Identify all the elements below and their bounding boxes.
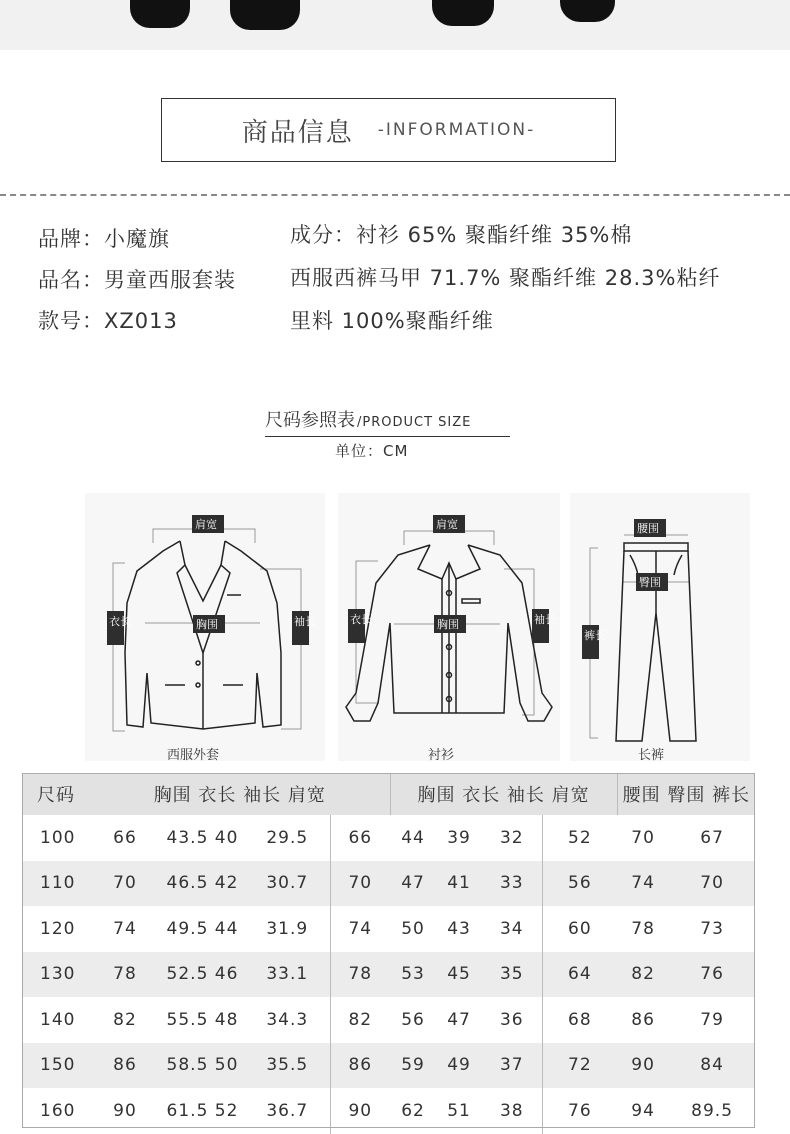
cell-p-hip: 86 [631,1009,655,1030]
cell-j-chest: 82 [113,1009,137,1030]
cell-j-len-sleeve: 61.5 52 [166,1100,239,1121]
cell-p-hip: 90 [617,1043,669,1089]
table-row [22,1043,755,1089]
cell-size: 150 [22,1043,90,1089]
cell-s-sleeve: 51 [447,1100,471,1121]
header-jacket: 胸围 衣长 袖长 肩宽 [90,773,390,815]
cell-j-shoulder: 33.1 [245,952,330,998]
header-shirt: 胸围 衣长 袖长 肩宽 [390,773,617,815]
cell-p-len: 73 [700,918,724,939]
table-row [22,861,755,907]
jacket-chest-tag: 胸围 [196,618,218,631]
cell-size: 130 [22,952,90,998]
cell-size: 140 [40,1009,76,1030]
cell-s-chest: 66 [330,815,390,861]
cell-s-sleeve: 43 [447,918,471,939]
cell-s-len: 47 [390,861,436,907]
size-chart-title [265,406,510,437]
composition-suit: 西服西裤马甲 71.7% 聚酯纤维 28.3%粘纤 [290,266,721,290]
cell-j-len-sleeve: 58.5 50 [160,1043,245,1089]
cell-s-chest: 82 [330,997,390,1043]
shirt-caption: 衬衫 [428,748,455,763]
cell-j-shoulder: 30.7 [245,861,330,907]
name-label: 品名： [38,268,104,292]
cell-s-len: 53 [390,952,436,998]
cell-p-hip: 70 [631,827,655,848]
shirt-length-tag: 衣长 [350,613,372,626]
cell-size: 120 [40,918,76,939]
pants-waist-tag: 腰围 [637,522,659,535]
cell-j-shoulder: 36.7 [266,1100,309,1121]
table-row [22,815,755,861]
cell-p-len: 67 [700,827,724,848]
cell-s-len: 50 [401,918,425,939]
pants-caption: 长裤 [638,748,665,763]
header-pants: 腰围 臀围 裤长 [617,773,755,815]
composition-row-3 [290,305,494,335]
table-row [22,1088,755,1134]
cell-s-sleeve: 49 [436,1043,482,1089]
table-row [22,997,755,1043]
shirt-diagram [338,493,560,761]
cell-s-len: 44 [401,827,425,848]
shoe-image [230,0,300,30]
cell-p-len: 84 [669,1043,755,1089]
information-title-cn: 商品信息 [241,117,354,148]
cell-j-len-sleeve: 46.5 42 [160,861,245,907]
brand-label: 品牌： [38,227,104,251]
cell-s-shoulder: 32 [499,827,524,848]
cell-p-waist: 52 [542,815,617,861]
cell-p-waist: 76 [542,1088,617,1134]
composition-row-2 [290,262,720,292]
cell-j-len-sleeve: 55.5 48 [166,1009,239,1030]
shoe-image [560,0,615,22]
composition-shirt: 衬衫 65% 聚酯纤维 35%棉 [356,223,633,247]
composition-label: 成分： [290,223,356,247]
cell-j-shoulder: 34.3 [266,1009,309,1030]
cell-j-chest: 70 [90,861,160,907]
cell-p-waist: 64 [542,952,617,998]
cell-j-shoulder: 35.5 [245,1043,330,1089]
cell-j-len-sleeve: 52.5 46 [160,952,245,998]
size-chart-title-cn: 尺码参照表 [265,410,355,431]
cell-s-sleeve: 47 [447,1009,471,1030]
cell-s-len: 59 [390,1043,436,1089]
information-title-en: -INFORMATION- [377,120,536,140]
cell-p-waist: 72 [542,1043,617,1089]
cell-size: 100 [40,827,76,848]
jacket-shoulder-tag: 肩宽 [195,518,217,531]
cell-s-chest: 70 [330,861,390,907]
jacket-caption: 西服外套 [167,748,220,763]
pants-diagram [570,493,750,761]
size-unit: 单位：CM [335,442,409,460]
cell-p-len: 89.5 [691,1100,734,1121]
size-chart-title-en: /PRODUCT SIZE [357,415,472,430]
cell-j-chest: 90 [113,1100,137,1121]
shoe-image [130,0,190,28]
cell-s-sleeve: 41 [436,861,482,907]
composition-lining: 里料 100%聚酯纤维 [290,309,494,333]
cell-j-shoulder: 31.9 [266,918,309,939]
cell-s-sleeve: 45 [436,952,482,998]
name-row [38,264,236,294]
cell-p-hip: 74 [617,861,669,907]
cell-s-shoulder: 37 [482,1043,542,1089]
shirt-sleeve-tag: 袖长 [534,613,556,626]
table-header-row [22,773,755,815]
cell-j-chest: 78 [90,952,160,998]
shirt-chest-tag: 胸围 [437,618,459,631]
pants-length-tag: 裤长 [584,629,606,642]
cell-size: 110 [22,861,90,907]
brand-value: 小魔旗 [104,227,170,251]
cell-s-shoulder: 34 [499,918,524,939]
cell-size: 160 [40,1100,76,1121]
model-label: 款号： [38,309,104,333]
table-row [22,952,755,998]
cell-s-shoulder: 35 [482,952,542,998]
information-header [161,98,616,162]
table-row [22,906,755,952]
name-value: 男童西服套装 [104,268,236,292]
product-photo-strip [0,0,790,50]
cell-p-hip: 94 [631,1100,655,1121]
cell-s-chest: 74 [330,906,390,952]
cell-j-len-sleeve: 49.5 44 [166,918,239,939]
cell-j-chest: 74 [113,918,137,939]
cell-j-len-sleeve: 43.5 40 [166,827,239,848]
header-size: 尺码 [22,773,90,815]
pants-hip-tag: 臀围 [639,576,661,589]
model-value: XZ013 [104,309,178,333]
cell-s-shoulder: 33 [482,861,542,907]
composition-row-1 [290,219,632,249]
shirt-shoulder-tag: 肩宽 [436,518,458,531]
cell-j-chest: 86 [90,1043,160,1089]
size-table [22,773,755,1134]
cell-s-chest: 86 [330,1043,390,1089]
cell-s-len: 62 [401,1100,425,1121]
cell-s-chest: 90 [330,1088,390,1134]
cell-p-len: 79 [700,1009,724,1030]
cell-p-waist: 68 [542,997,617,1043]
cell-j-shoulder: 29.5 [266,827,309,848]
cell-s-chest: 78 [330,952,390,998]
model-row [38,305,178,335]
cell-s-sleeve: 39 [447,827,471,848]
dashed-divider [0,194,790,196]
cell-j-chest: 66 [113,827,137,848]
cell-p-hip: 78 [631,918,655,939]
cell-p-len: 70 [669,861,755,907]
cell-s-shoulder: 36 [499,1009,524,1030]
cell-p-waist: 60 [542,906,617,952]
jacket-diagram [85,493,325,761]
shoe-image [432,0,494,26]
jacket-sleeve-tag: 袖长 [294,615,316,628]
cell-p-len: 76 [669,952,755,998]
cell-s-shoulder: 38 [499,1100,524,1121]
cell-s-len: 56 [401,1009,425,1030]
cell-p-hip: 82 [617,952,669,998]
brand-row [38,223,170,253]
jacket-length-tag: 衣长 [109,615,131,628]
cell-p-waist: 56 [542,861,617,907]
